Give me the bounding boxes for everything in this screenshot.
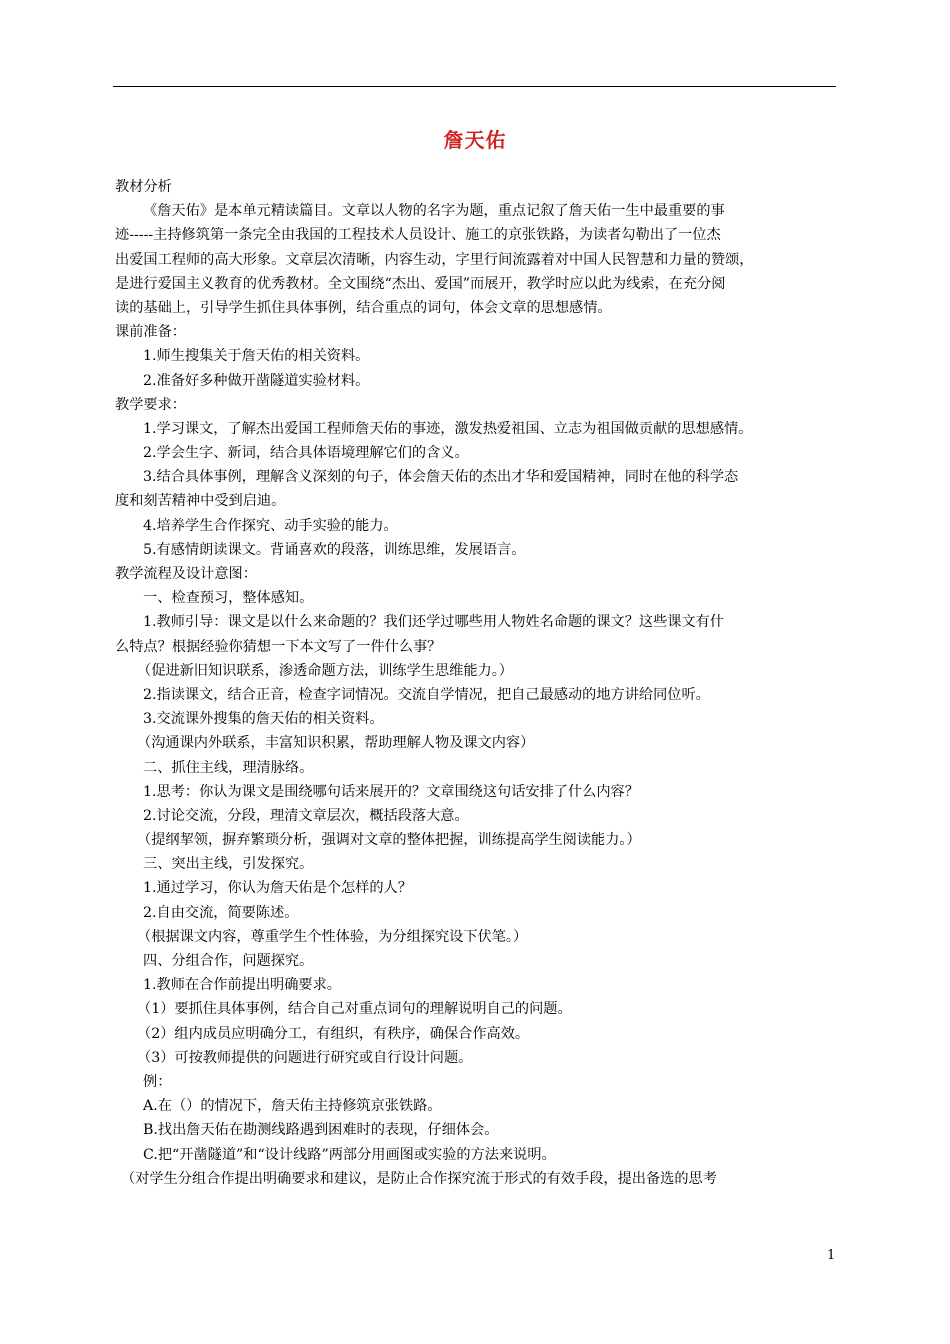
text-line: （2）组内成员应明确分工，有组织，有秩序，确保合作高效。 [137, 1025, 530, 1042]
text-line: 1.教师在合作前提出明确要求。 [143, 977, 341, 994]
document-body [115, 175, 841, 1191]
text-line: 1.学习课文，了解杰出爱国工程师詹天佑的事迹，激发热爱祖国、立志为祖国做贡献的思想感情。 [143, 420, 753, 437]
text-line: 1.思考：你认为课文是围绕哪句话来展开的？文章围绕这句话安排了什么内容？ [143, 783, 639, 800]
text-line: 3.交流课外搜集的詹天佑的相关资料。 [143, 711, 384, 728]
text-line: 教学流程及设计意图： [115, 566, 257, 582]
text-line: 是进行爱国主义教育的优秀教材。全文围绕“杰出、爱国”而展开，教学时应以此为线索，在充分阅 [115, 275, 726, 292]
text-line: A.在（）的情况下，詹天佑主持修筑京张铁路。 [143, 1098, 442, 1115]
text-line: 三、突出主线，引发探究。 [143, 856, 314, 873]
text-line: 3.结合具体事例，理解含义深刻的句子，体会詹天佑的杰出才华和爱国精神，同时在他的科学态 [143, 469, 739, 486]
page-number: 1 [827, 1248, 836, 1263]
text-line: 度和刻苦精神中受到启迪。 [115, 493, 286, 510]
text-line: 4.培养学生合作探究、动手实验的能力。 [143, 517, 398, 534]
text-line: （对学生分组合作提出明确要求和建议，是防止合作探究流于形式的有效手段，提出备选的思考 [121, 1170, 717, 1187]
text-line: 么特点？根据经验你猜想一下本文写了一件什么事？ [115, 638, 442, 655]
text-line: 2.指读课文，结合正音，检查字词情况。交流自学情况，把自己最感动的地方讲给同位听。 [143, 686, 710, 703]
text-line: 读的基础上，引导学生抓住具体事例，结合重点的词句，体会文章的思想感情。 [115, 299, 612, 316]
text-line: （提纲挈领，摒弃繁琐分析，强调对文章的整体把握，训练提高学生阅读能力。） [137, 832, 641, 849]
text-line: 1.师生搜集关于詹天佑的相关资料。 [143, 348, 370, 365]
header-rule [113, 86, 836, 87]
text-line: 例： [143, 1073, 172, 1090]
text-line: 课前准备： [115, 324, 186, 341]
text-line: 迹-----主持修筑第一条完全由我国的工程技术人员设计、施工的京张铁路，为读者勾勒出了一位杰 [115, 227, 721, 244]
text-line: （促进新旧知识联系，渗透命题方法，训练学生思维能力。） [137, 662, 513, 679]
document-title: 詹天佑 [443, 128, 507, 152]
text-line: （1）要抓住具体事例，结合自己对重点词句的理解说明自己的问题。 [137, 1001, 572, 1018]
text-line: 《詹天佑》是本单元精读篇目。文章以人物的名字为题，重点记叙了詹天佑一生中最重要的事 [143, 203, 725, 220]
text-line: 教材分析 [115, 179, 172, 195]
text-line: 1.通过学习，你认为詹天佑是个怎样的人？ [143, 880, 412, 897]
text-line: B.找出詹天佑在勘测线路遇到困难时的表现，仔细体会。 [143, 1122, 499, 1139]
text-line: 2.准备好多种做开凿隧道实验材料。 [143, 372, 370, 389]
text-line: 2.讨论交流，分段，理清文章层次，概括段落大意。 [143, 807, 469, 824]
text-line: 1.教师引导：课文是以什么来命题的？我们还学过哪些用人物姓名命题的课文？这些课文有什 [143, 614, 725, 631]
text-line: C.把“开凿隧道”和“设计线路”两部分用画图或实验的方法来说明。 [143, 1146, 556, 1163]
text-line: （3）可按教师提供的问题进行研究或自行设计问题。 [137, 1049, 473, 1066]
text-line: 二、抓住主线，理清脉络。 [143, 759, 314, 776]
text-line: 一、检查预习，整体感知。 [143, 590, 314, 607]
text-line: （根据课文内容，尊重学生个性体验，为分组探究设下伏笔。） [137, 928, 528, 945]
text-line: 2.自由交流，简要陈述。 [143, 904, 299, 921]
text-line: 出爱国工程师的高大形象。文章层次清晰，内容生动，字里行间流露着对中国人民智慧和力量的赞颂， [115, 251, 754, 268]
text-line: 教学要求： [115, 396, 186, 413]
text-line: 四、分组合作，问题探究。 [143, 953, 314, 969]
text-line: 5.有感情朗读课文。背诵喜欢的段落，训练思维，发展语言。 [143, 541, 526, 558]
text-line: 2.学会生字、新词，结合具体语境理解它们的含义。 [143, 445, 469, 462]
text-line: （沟通课内外联系，丰富知识积累，帮助理解人物及课文内容） [137, 735, 535, 752]
